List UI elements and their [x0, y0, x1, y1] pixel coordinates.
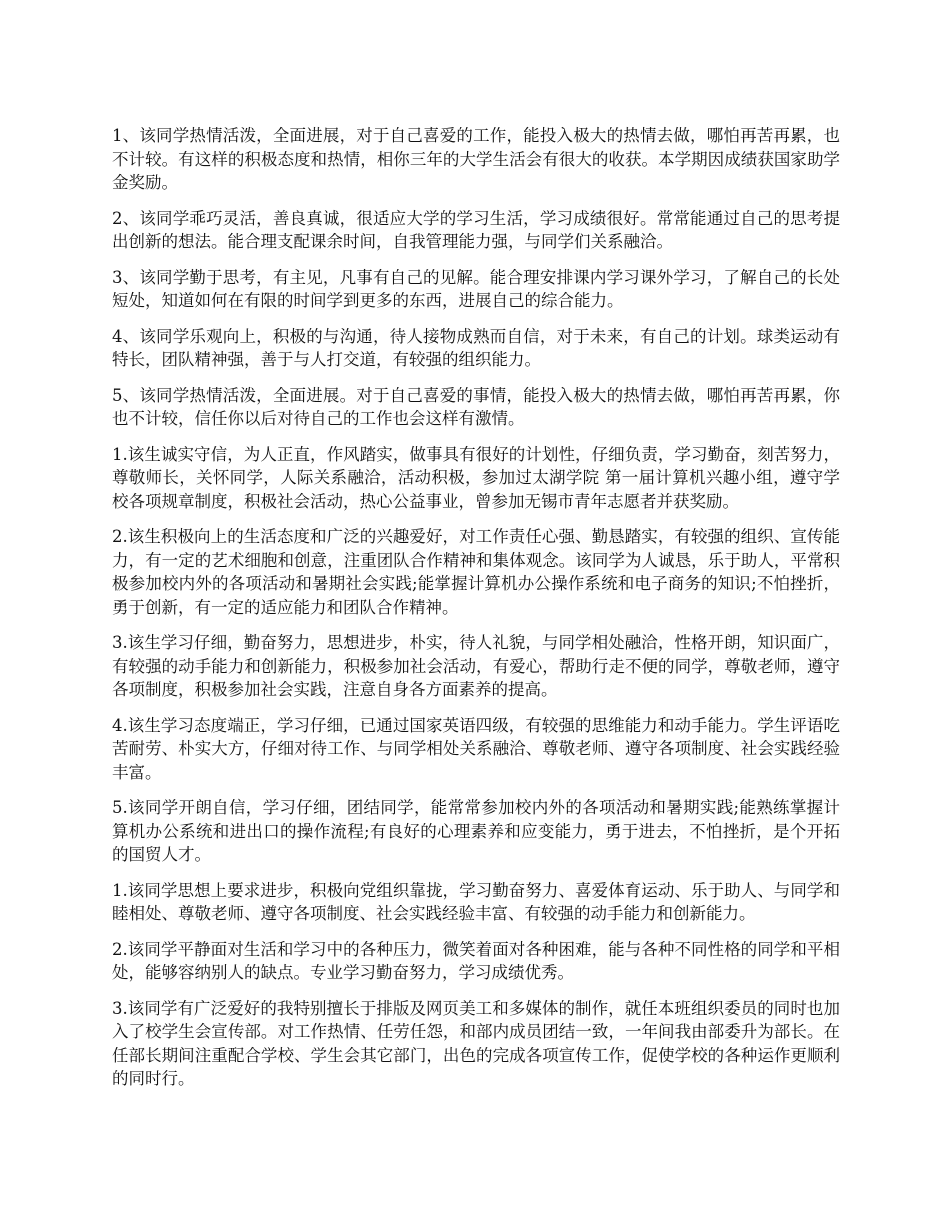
paragraph-4: 4、该同学乐观向上，积极的与沟通，待人接物成熟而自信，对于未来，有自己的计划。球类运动有特长，团队精神强，善于与人打交道，有较强的组织能力。	[112, 326, 840, 369]
paragraph-5: 5、该同学热情活泼，全面进展。对于自己喜爱的事情，能投入极大的热情去做，哪怕再苦再累，你也不计较，信任你以后对待自己的工作也会这样有激情。	[112, 385, 840, 428]
paragraph-12: 2.该同学平静面对生活和学习中的各种压力，微笑着面对各种困难，能与各种不同性格的同学和平相处，能够容纳别人的缺点。专业学习勤奋努力，学习成绩优秀。	[112, 939, 840, 982]
paragraph-2: 2、该同学乖巧灵活，善良真诚，很适应大学的学习生活，学习成绩很好。常常能通过自己的思考提出创新的想法。能合理支配课余时间，自我管理能力强，与同学们关系融洽。	[112, 208, 840, 251]
paragraph-9: 4.该生学习态度端正，学习仔细，已通过国家英语四级，有较强的思维能力和动手能力。学生评语吃苦耐劳、朴实大方，仔细对待工作、与同学相处关系融洽、尊敬老师、遵守各项制度、社会实践经验丰富。	[112, 715, 840, 782]
paragraph-6: 1.该生诚实守信，为人正直，作风踏实，做事具有很好的计划性，仔细负责，学习勤奋，刻苦努力，尊敬师长，关怀同学，人际关系融洽，活动积极，参加过太湖学院 第一届计算机兴趣小组，遵守学校各项规章制度，积极社会活动，热心公益事业，曾参加无锡市青年志愿者并获奖励。	[112, 444, 840, 511]
paragraph-7: 2.该生积极向上的生活态度和广泛的兴趣爱好，对工作责任心强、勤恳踏实，有较强的组织、宣传能力，有一定的艺术细胞和创意，注重团队合作精神和集体观念。该同学为人诚恳，乐于助人，平常积极参加校内外的各项活动和暑期社会实践;能掌握计算机办公操作系统和电子商务的知识;不怕挫折，勇于创新，有一定的适应能力和团队合作精神。	[112, 527, 840, 617]
paragraph-10: 5.该同学开朗自信，学习仔细，团结同学，能常常参加校内外的各项活动和暑期实践;能熟练掌握计算机办公系统和进出口的操作流程;有良好的心理素养和应变能力，勇于进去，不怕挫折，是个开拓的国贸人才。	[112, 798, 840, 864]
paragraph-13: 3.该同学有广泛爱好的我特别擅长于排版及网页美工和多媒体的制作，就任本班组织委员的同时也加入了校学生会宣传部。对工作热情、任劳任怨，和部内成员团结一致，一年间我由部委升为部长。在任部长期间注重配合学校、学生会其它部门，出色的完成各项宣传工作，促使学校的各种运作更顺利的同时行。	[112, 998, 840, 1088]
paragraph-1: 1、该同学热情活泼，全面进展，对于自己喜爱的工作，能投入极大的热情去做，哪怕再苦再累，也不计较。有这样的积极态度和热情，相你三年的大学生活会有很大的收获。本学期因成绩获国家助学金奖励。	[112, 126, 840, 192]
paragraph-11: 1.该同学思想上要求进步，积极向党组织靠拢，学习勤奋努力、喜爱体育运动、乐于助人、与同学和睦相处、尊敬老师、遵守各项制度、社会实践经验丰富、有较强的动手能力和创新能力。	[112, 880, 840, 923]
paragraph-3: 3、该同学勤于思考，有主见，凡事有自己的见解。能合理安排课内学习课外学习，了解自己的长处短处，知道如何在有限的时间学到更多的东西，进展自己的综合能力。	[112, 267, 840, 310]
paragraph-8: 3.该生学习仔细，勤奋努力，思想进步，朴实，待人礼貌，与同学相处融洽，性格开朗，知识面广，有较强的动手能力和创新能力，积极参加社会活动，有爱心，帮助行走不便的同学，尊敬老师，遵守各项制度，积极参加社会实践，注意自身各方面素养的提高。	[112, 633, 840, 699]
document-body	[112, 124, 840, 1103]
